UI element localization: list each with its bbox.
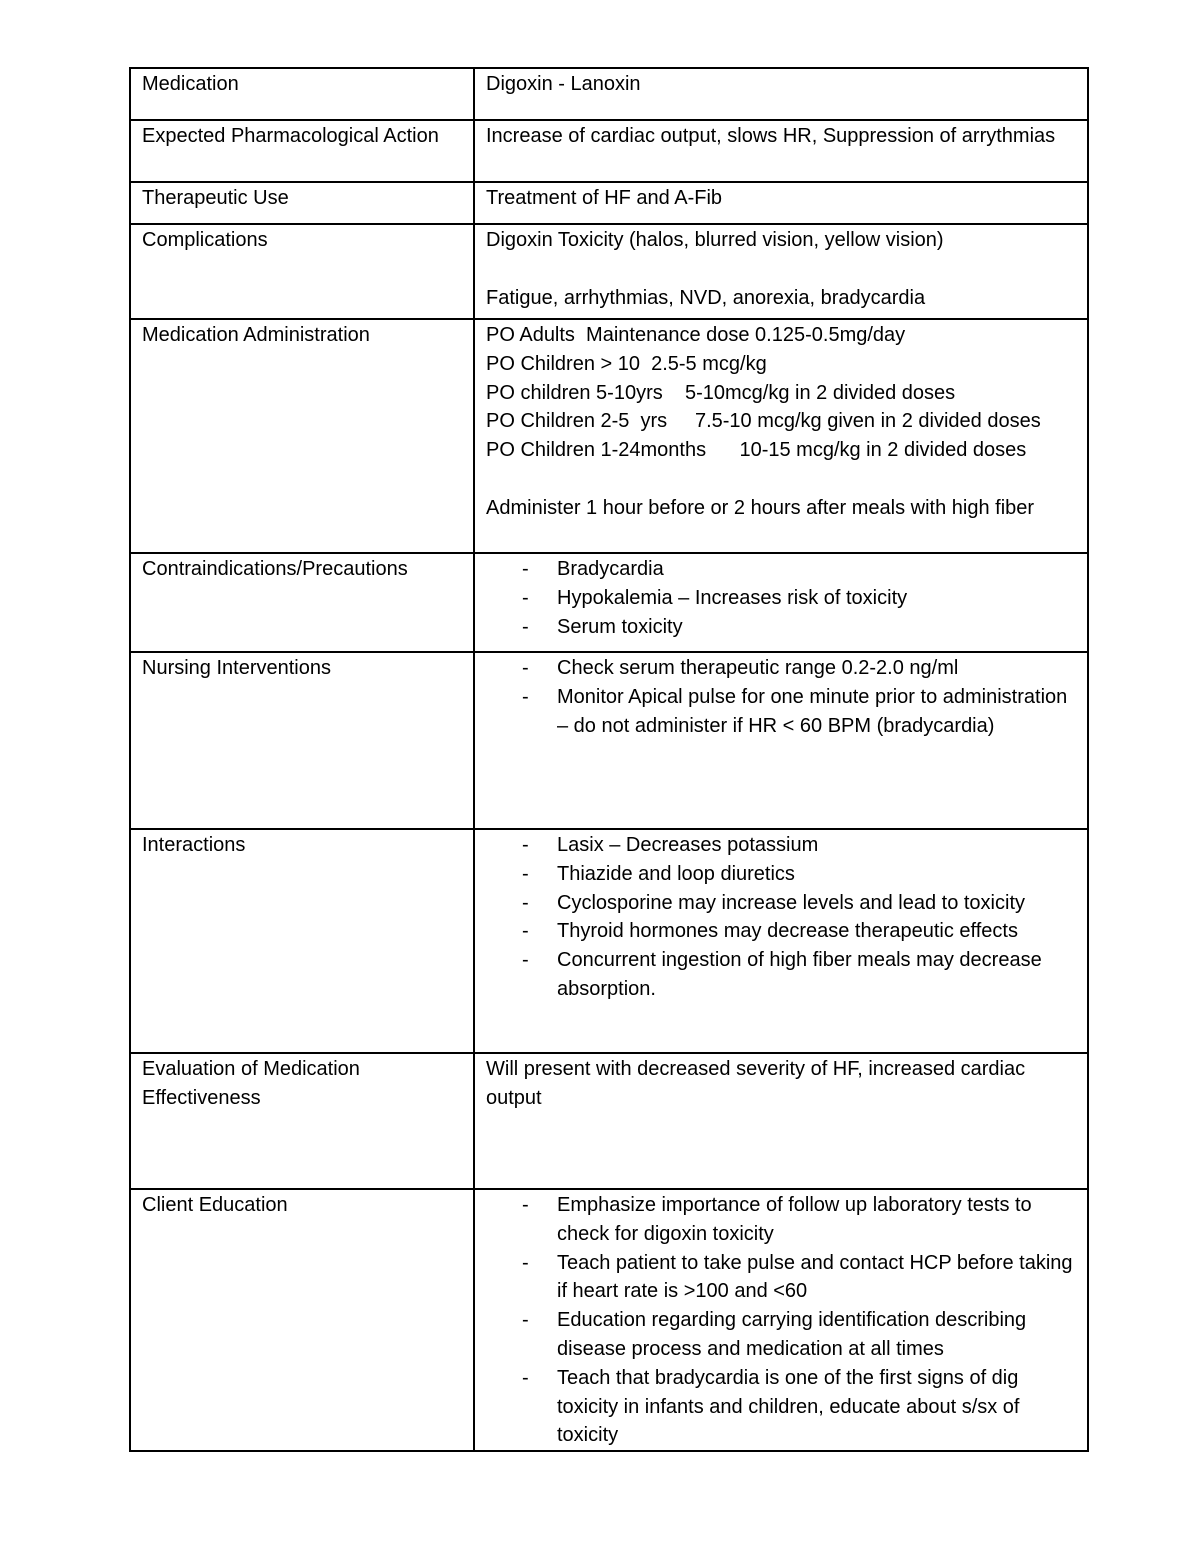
list-item: - Hypokalemia – Increases risk of toxicity xyxy=(486,584,1077,613)
table-row xyxy=(130,553,1088,652)
pharmacological-action: Increase of cardiac output, slows HR, Suppression of arrythmias xyxy=(474,120,1088,182)
complication-line: Digoxin Toxicity (halos, blurred vision, yellow vision) xyxy=(486,229,944,251)
medication-card-table xyxy=(129,67,1089,1452)
list-item: - Lasix – Decreases potassium xyxy=(486,831,1077,860)
list-item: - Thyroid hormones may decrease therapeutic effects xyxy=(486,917,1077,946)
table-row xyxy=(130,1053,1088,1189)
table-row xyxy=(130,68,1088,120)
list-item: - Bradycardia xyxy=(486,555,1077,584)
list-item: - Thiazide and loop diuretics xyxy=(486,860,1077,889)
list-item: - Emphasize importance of follow up laboratory tests to check for digoxin toxicity xyxy=(486,1191,1077,1249)
table-row xyxy=(130,224,1088,319)
table-row xyxy=(130,652,1088,829)
row-label: Medication xyxy=(130,68,474,120)
table-row xyxy=(130,829,1088,1053)
row-label: Medication Administration xyxy=(130,319,474,553)
table-row xyxy=(130,1189,1088,1451)
nursing-cell xyxy=(474,652,1088,829)
row-label: Evaluation of Medication Effectiveness xyxy=(130,1053,474,1189)
list-item: - Cyclosporine may increase levels and lead to toxicity xyxy=(486,889,1077,918)
dose-line: PO Children 1-24months 10-15 mcg/kg in 2 divided doses xyxy=(486,439,1027,462)
row-label: Nursing Interventions xyxy=(130,652,474,829)
row-label: Interactions xyxy=(130,829,474,1053)
administration-note: Administer 1 hour before or 2 hours after meals with high fiber xyxy=(486,496,1035,519)
dose-line: PO Children 2-5 yrs 7.5-10 mcg/kg given in 2 divided doses xyxy=(486,410,1041,433)
education-cell xyxy=(474,1189,1088,1451)
evaluation-text: Will present with decreased severity of HF, increased cardiac output xyxy=(474,1053,1088,1189)
administration-cell xyxy=(474,319,1088,553)
table-row xyxy=(130,319,1088,553)
row-label: Complications xyxy=(130,224,474,319)
row-label: Expected Pharmacological Action xyxy=(130,120,474,182)
medication-name: Digoxin - Lanoxin xyxy=(474,68,1088,120)
dose-line: PO Children > 10 2.5-5 mcg/kg xyxy=(486,352,767,375)
list-item: - Monitor Apical pulse for one minute prior to administration – do not administer if HR < 60 BPM (bradycardia) xyxy=(486,683,1077,741)
complication-line: Fatigue, arrhythmias, NVD, anorexia, bradycardia xyxy=(486,286,926,309)
dose-line: PO Adults Maintenance dose 0.125-0.5mg/day xyxy=(486,324,906,346)
list-item: - Serum toxicity xyxy=(486,613,1077,642)
list-item: - Concurrent ingestion of high fiber meals may decrease absorption. xyxy=(486,946,1077,1004)
list-item: - Check serum therapeutic range 0.2-2.0 ng/ml xyxy=(486,654,1077,683)
list-item: - Teach that bradycardia is one of the first signs of dig toxicity in infants and children, educate about s/sx of toxicity xyxy=(486,1364,1077,1450)
row-label: Contraindications/Precautions xyxy=(130,553,474,652)
interactions-cell xyxy=(474,829,1088,1053)
row-label: Client Education xyxy=(130,1189,474,1451)
complications-cell xyxy=(474,224,1088,319)
row-label: Therapeutic Use xyxy=(130,182,474,224)
contraindications-cell xyxy=(474,553,1088,652)
table-row xyxy=(130,120,1088,182)
list-item: - Education regarding carrying identification describing disease process and medication at all times xyxy=(486,1306,1077,1364)
table-row xyxy=(130,182,1088,224)
list-item: - Teach patient to take pulse and contact HCP before taking if heart rate is >100 and <60 xyxy=(486,1249,1077,1307)
dose-line: PO children 5-10yrs 5-10mcg/kg in 2 divided doses xyxy=(486,381,956,404)
therapeutic-use: Treatment of HF and A-Fib xyxy=(474,182,1088,224)
